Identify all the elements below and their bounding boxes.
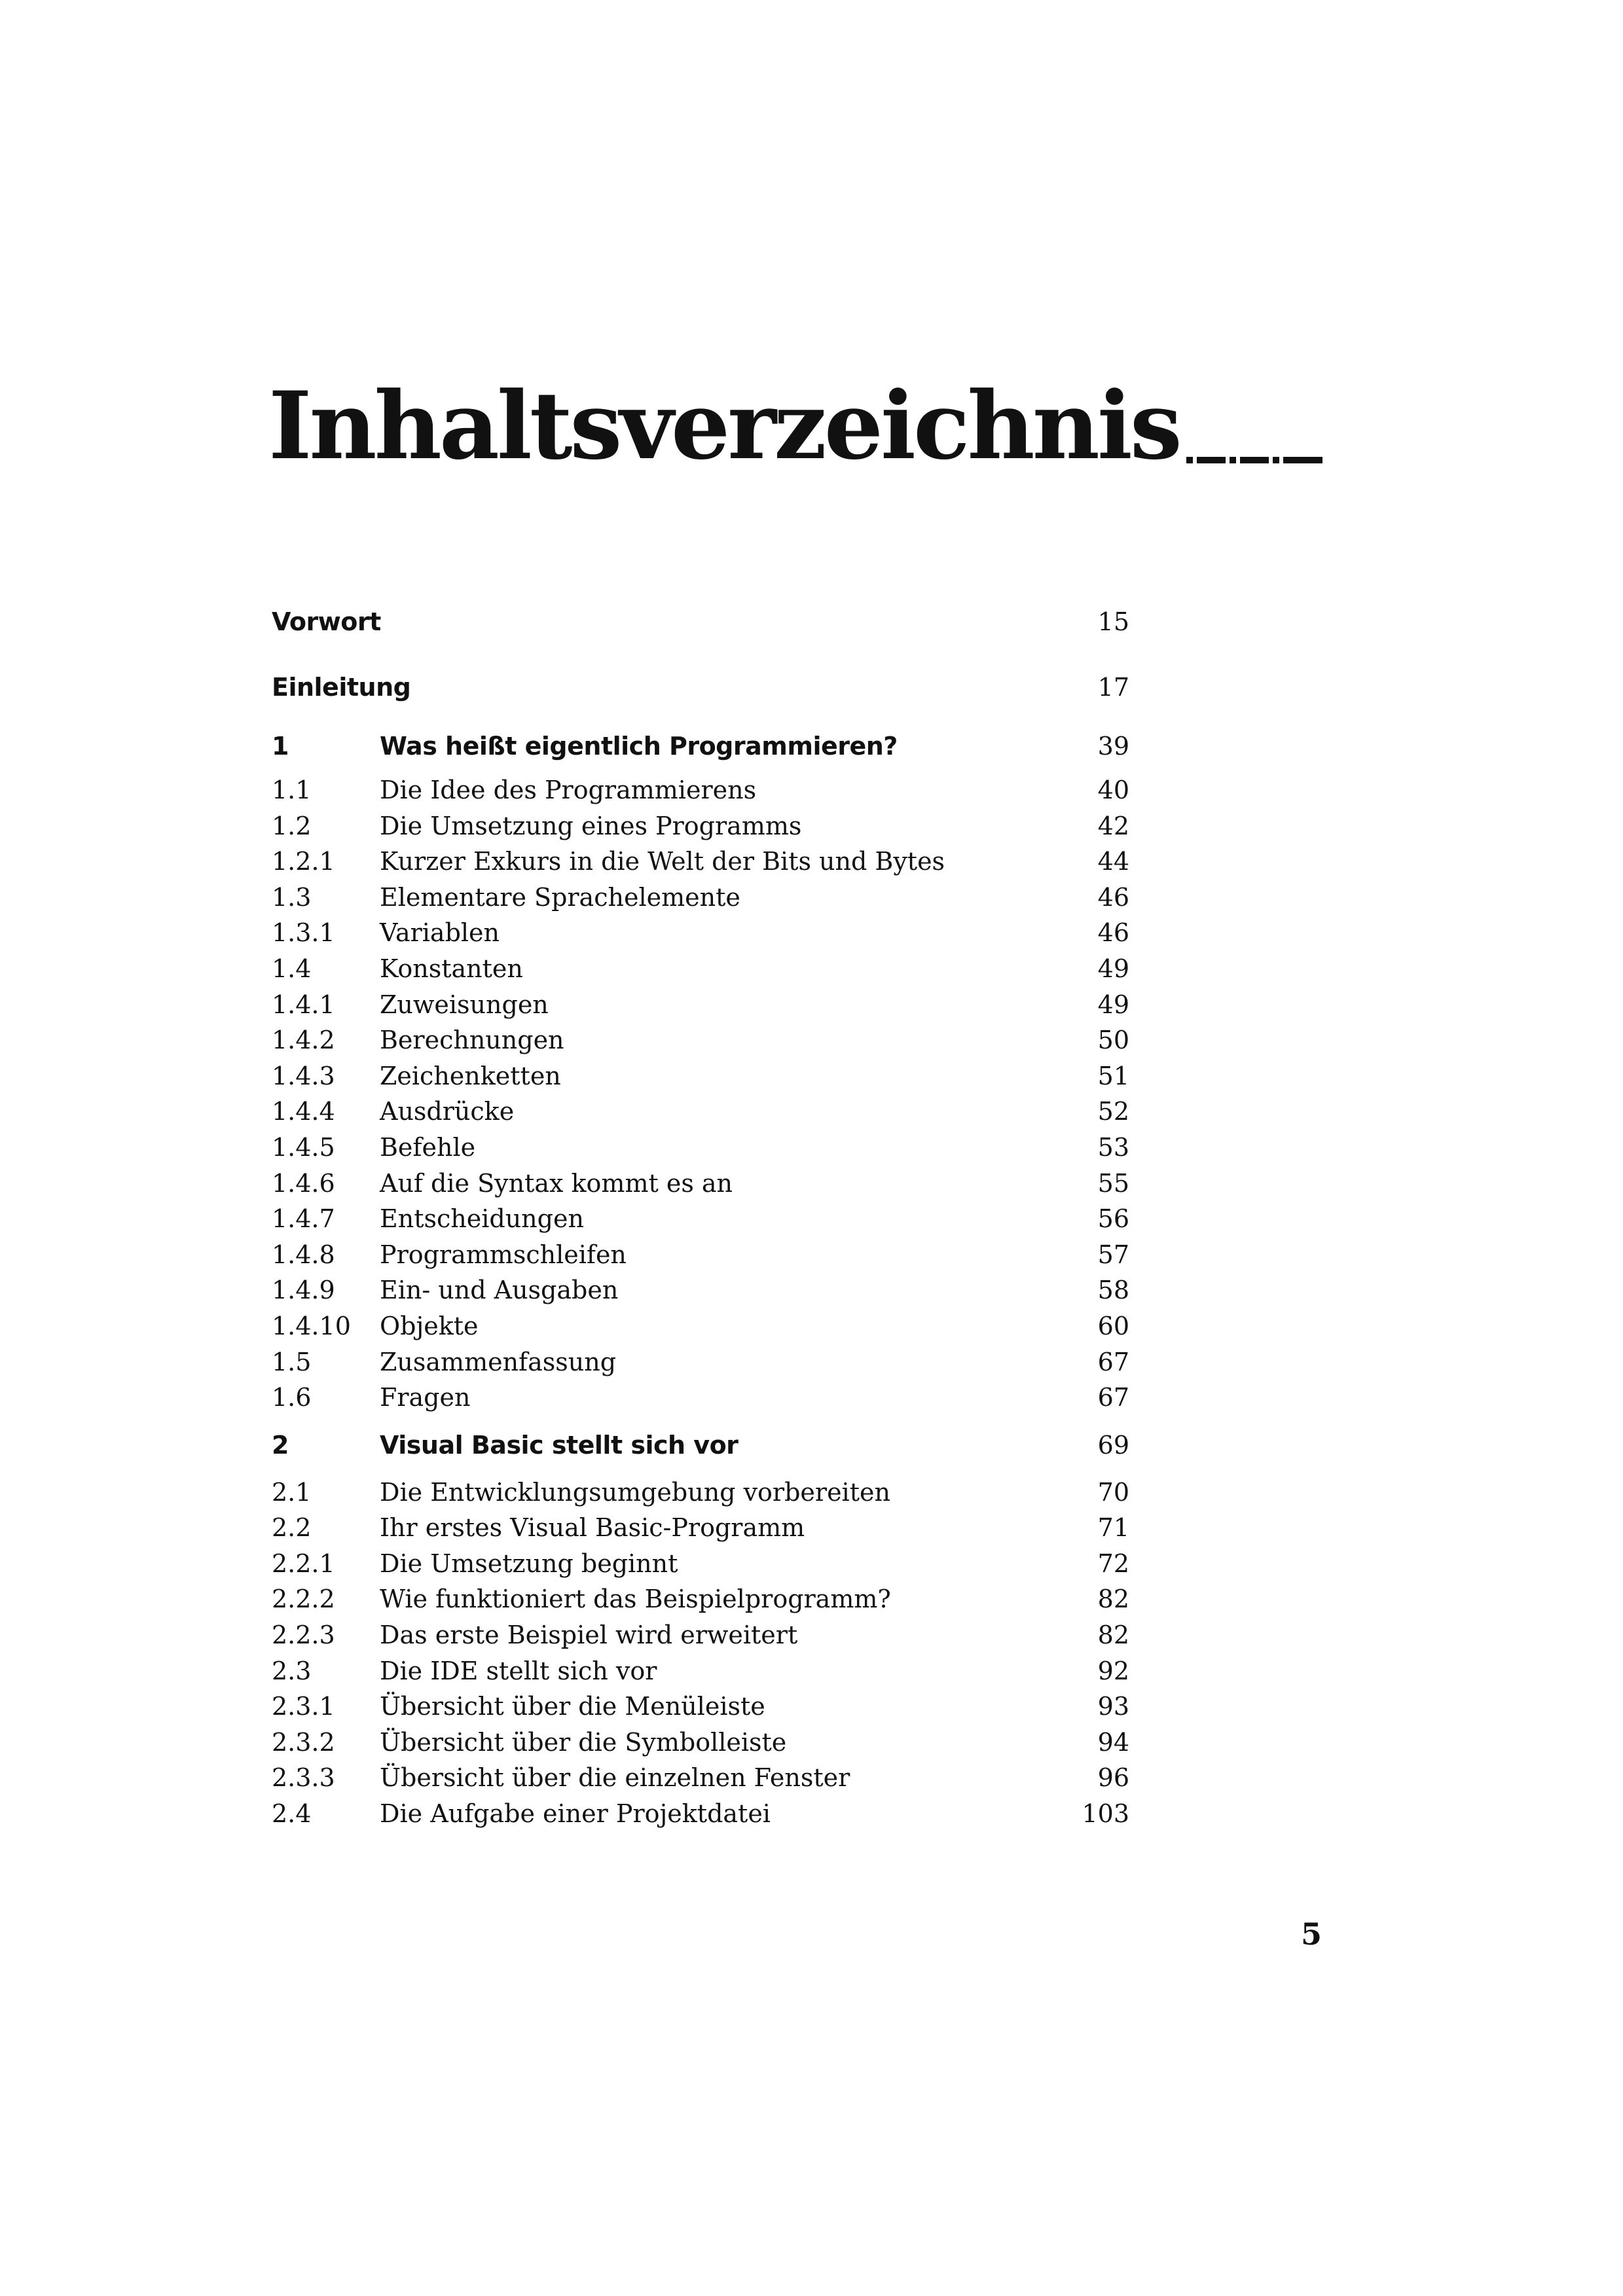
toc-entry-label: Elementare Sprachelemente (380, 882, 740, 912)
toc-entry-label: Zeichenketten (380, 1061, 561, 1090)
toc-page-number: 70 (1097, 1477, 1129, 1507)
toc-entry-label: Übersicht über die Symbolleiste (380, 1727, 787, 1757)
toc-entry-number: 2.2 (272, 1513, 312, 1543)
toc-entry-number: 1.1 (272, 776, 312, 804)
toc-entry-number: 1.2.1 (272, 847, 335, 876)
toc-entry-number: 1.4.4 (272, 1097, 335, 1126)
toc-entry[interactable] (272, 1380, 1129, 1416)
toc-entry[interactable] (272, 1475, 1129, 1511)
toc-page-number: 49 (1097, 990, 1129, 1019)
toc-page-number: 51 (1097, 1061, 1129, 1090)
toc-entry[interactable] (272, 1760, 1129, 1796)
title-rule-dot (1186, 457, 1193, 463)
toc-page-number: 46 (1097, 882, 1129, 912)
toc-entry-number: 2.3.1 (272, 1692, 335, 1721)
toc-entry[interactable] (272, 1201, 1129, 1237)
toc-page-number: 69 (1097, 1430, 1129, 1460)
toc-chapter-number: 1 (272, 732, 289, 761)
toc-entry-number: 1.4.8 (272, 1240, 335, 1269)
toc-entry-number: 2.2.2 (272, 1585, 335, 1614)
toc-entry-number: 1.4.1 (272, 990, 335, 1019)
toc-entry-number: 1.3 (272, 882, 312, 912)
toc-entry[interactable] (272, 880, 1129, 916)
toc-entry-number: 2.3.3 (272, 1763, 335, 1793)
toc-entry-label: Zusammenfassung (380, 1347, 617, 1376)
toc-page-number: 67 (1097, 1383, 1129, 1412)
toc-page-number: 71 (1097, 1513, 1129, 1543)
toc-entry-label: Übersicht über die einzelnen Fenster (380, 1763, 850, 1793)
toc-entry-number: 1.4.5 (272, 1132, 335, 1162)
toc-page-number: 15 (1097, 607, 1129, 636)
toc-heading-einleitung[interactable] (272, 655, 1129, 720)
toc-chapter-1[interactable] (272, 720, 1129, 772)
toc-page-number: 39 (1097, 732, 1129, 761)
toc-chapter-2-entries (272, 1475, 1129, 1832)
toc-entry-number: 1.4 (272, 954, 312, 983)
toc-entry-number: 2.1 (272, 1477, 312, 1507)
toc-entry-number: 1.5 (272, 1347, 312, 1376)
toc-entry[interactable] (272, 915, 1129, 951)
toc-entry-number: 1.4.7 (272, 1204, 335, 1234)
toc-page-number: 50 (1097, 1026, 1129, 1055)
toc-entry[interactable] (272, 844, 1129, 880)
toc-entry-label: Die Aufgabe einer Projektdatei (380, 1799, 771, 1829)
toc-entry-label: Die IDE stellt sich vor (380, 1656, 657, 1685)
toc-entry-number: 1.4.2 (272, 1026, 335, 1055)
toc-entry-label: Die Idee des Programmierens (380, 776, 757, 804)
toc-page-number: 92 (1097, 1656, 1129, 1685)
toc-entry-number: 2.3.2 (272, 1727, 335, 1757)
toc-entry-number: 2.2.1 (272, 1549, 335, 1578)
toc-entry-number: 2.4 (272, 1799, 312, 1829)
toc-chapter-label: Was heißt eigentlich Programmieren? (380, 732, 898, 761)
toc-page-number: 67 (1097, 1347, 1129, 1376)
toc-chapter-number: 2 (272, 1430, 289, 1460)
toc-chapter-1-entries (272, 772, 1129, 1416)
toc-page-number: 96 (1097, 1763, 1129, 1793)
toc-chapter-2[interactable] (272, 1416, 1129, 1475)
toc-page-number: 58 (1097, 1276, 1129, 1305)
toc-entry[interactable] (272, 1581, 1129, 1617)
title-rule-dot (1230, 457, 1236, 463)
toc-page-number: 17 (1097, 673, 1129, 702)
toc-page-number: 103 (1082, 1799, 1129, 1829)
toc-entry-number: 1.6 (272, 1383, 312, 1412)
table-of-contents (272, 589, 1129, 1832)
toc-entry-number: 1.4.3 (272, 1061, 335, 1090)
toc-entry-label: Konstanten (380, 954, 523, 983)
toc-entry-label: Ihr erstes Visual Basic-Programm (380, 1513, 805, 1543)
toc-entry[interactable] (272, 1130, 1129, 1166)
toc-entry-label: Übersicht über die Menüleiste (380, 1692, 765, 1721)
toc-page-number: 56 (1097, 1204, 1129, 1234)
toc-entry-label: Die Umsetzung eines Programms (380, 811, 802, 840)
toc-page-number: 72 (1097, 1549, 1129, 1578)
toc-page-number: 60 (1097, 1311, 1129, 1340)
toc-entry-number: 1.3.1 (272, 918, 335, 948)
toc-entry[interactable] (272, 1344, 1129, 1380)
page-title-text: Inhaltsverzeichnis (268, 372, 1180, 480)
toc-entry-label: Programmschleifen (380, 1240, 627, 1269)
toc-page-number: 94 (1097, 1727, 1129, 1757)
toc-page-number: 55 (1097, 1168, 1129, 1198)
toc-entry[interactable] (272, 1308, 1129, 1344)
title-rule-segment (1197, 457, 1226, 463)
toc-entry[interactable] (272, 1166, 1129, 1202)
toc-entry-label: Die Umsetzung beginnt (380, 1549, 678, 1578)
toc-page-number: 57 (1097, 1240, 1129, 1269)
toc-entry-label: Auf die Syntax kommt es an (380, 1168, 733, 1198)
title-rule-segment (1283, 457, 1322, 463)
toc-entry[interactable] (272, 1022, 1129, 1058)
toc-entry[interactable] (272, 772, 1129, 808)
toc-entry[interactable] (272, 1237, 1129, 1273)
toc-page-number: 53 (1097, 1132, 1129, 1162)
toc-page-number: 82 (1097, 1585, 1129, 1614)
title-decoration (1186, 457, 1322, 463)
toc-entry-label: Die Entwicklungsumgebung vorbereiten (380, 1477, 890, 1507)
toc-entry-number: 2.2.3 (272, 1621, 335, 1650)
title-rule-segment (1240, 457, 1269, 463)
toc-entry-label: Berechnungen (380, 1026, 564, 1055)
toc-entry-label: Variablen (380, 918, 500, 948)
toc-entry[interactable] (272, 1617, 1129, 1653)
toc-entry[interactable] (272, 951, 1129, 987)
toc-entry-number: 1.4.10 (272, 1311, 351, 1340)
toc-entry-number: 1.2 (272, 811, 312, 840)
toc-entry-number: 1.4.9 (272, 1276, 335, 1305)
toc-entry[interactable] (272, 1725, 1129, 1761)
toc-entry[interactable] (272, 1653, 1129, 1689)
toc-entry[interactable] (272, 987, 1129, 1023)
toc-entry-label: Befehle (380, 1132, 476, 1162)
toc-page-number: 82 (1097, 1621, 1129, 1650)
toc-page-number: 44 (1097, 847, 1129, 876)
toc-entry[interactable] (272, 808, 1129, 844)
toc-heading-label: Einleitung (272, 673, 411, 702)
toc-chapter-label: Visual Basic stellt sich vor (380, 1430, 739, 1460)
toc-entry[interactable] (272, 1510, 1129, 1546)
toc-entry-number: 1.4.6 (272, 1168, 335, 1198)
page-title (268, 372, 1322, 480)
toc-entry[interactable] (272, 1796, 1129, 1832)
toc-page-number: 40 (1097, 776, 1129, 804)
toc-entry-label: Kurzer Exkurs in die Welt der Bits und Bytes (380, 847, 945, 876)
title-rule-dot (1273, 457, 1279, 463)
toc-entry-number: 2.3 (272, 1656, 312, 1685)
toc-entry[interactable] (272, 1058, 1129, 1094)
toc-entry-label: Wie funktioniert das Beispielprogramm? (380, 1585, 891, 1614)
page-number: 5 (1300, 1916, 1322, 1952)
toc-entry-label: Das erste Beispiel wird erweitert (380, 1621, 798, 1650)
toc-entry-label: Ein- und Ausgaben (380, 1276, 619, 1305)
toc-entry[interactable] (272, 1094, 1129, 1130)
toc-entry-label: Ausdrücke (380, 1097, 515, 1126)
toc-page-number: 49 (1097, 954, 1129, 983)
toc-heading-label: Vorwort (272, 607, 381, 636)
toc-page-number: 46 (1097, 918, 1129, 948)
toc-entry-label: Fragen (380, 1383, 471, 1412)
toc-page-number: 42 (1097, 811, 1129, 840)
toc-entry-label: Objekte (380, 1311, 479, 1340)
toc-heading-vorwort[interactable] (272, 589, 1129, 655)
toc-entry[interactable] (272, 1546, 1129, 1582)
toc-entry[interactable] (272, 1689, 1129, 1725)
toc-page-number: 93 (1097, 1692, 1129, 1721)
toc-entry-label: Zuweisungen (380, 990, 549, 1019)
toc-entry-label: Entscheidungen (380, 1204, 584, 1234)
toc-page-number: 52 (1097, 1097, 1129, 1126)
toc-entry[interactable] (272, 1272, 1129, 1308)
